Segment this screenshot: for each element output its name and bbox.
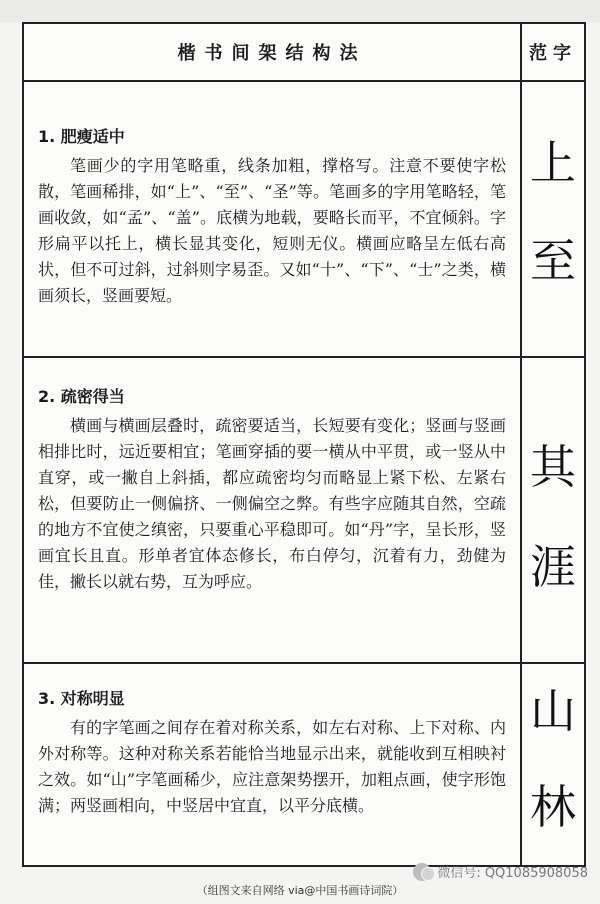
calligraphy-table: [22, 22, 586, 867]
method-column-header: 楷书间架结构法: [177, 43, 367, 64]
wechat-watermark: [413, 862, 588, 881]
section-title: 1. 肥瘦适中: [38, 127, 125, 146]
section-body: 有的字笔画之间存在着对称关系，如左右对称、上下对称、内外对称等。这种对称关系若能恰当地显示出来，就能收到互相映衬之效。如“山”字笔画稀少，应注意架势摆开，加粗点画，使字形饱满；两竖画相向，中竖居中宜直，以平分底横。: [38, 718, 506, 815]
wechat-icon: [413, 863, 431, 881]
wechat-id-text: 微信号: QQ1085908058: [437, 866, 588, 881]
row-divider-2: [24, 662, 584, 664]
header-divider: [24, 80, 584, 82]
example-glyph-shan: 山: [530, 684, 576, 738]
page-edge: [0, 0, 600, 22]
row-divider-1: [24, 356, 584, 358]
section-title: 3. 对称明显: [38, 689, 125, 708]
example-column-header: 范字: [529, 43, 577, 64]
section-density: [24, 384, 520, 595]
example-glyph-ya: 涯: [530, 540, 576, 594]
image-credit: （组图文来自网络 via@中国书画诗词院）: [196, 884, 404, 897]
section-title: 2. 疏密得当: [38, 387, 125, 406]
section-body: 笔画少的字用笔略重，线条加粗，撑格写。注意不要使字松散，笔画稀排，如“上”、“至”、“圣”等。笔画多的字用笔略轻，笔画收敛，如“孟”、“盖”。底横为地载，要略长而平，不宜倾斜。字形扁平以托上，横长显其变化，短则无仪。横画应略呈左低右高状，但不可过斜，过斜则字易歪。又如“十”、“下”、“士”之类，横画须长，竖画要短。: [38, 156, 506, 305]
section-body: 横画与横画层叠时，疏密要适当，长短要有变化；竖画与竖画相排比时，远近要相宜；笔画穿插的要一横从中平贯，或一竖从中直穿，或一撇自上斜插，都应疏密均匀而略显上紧下松、左紧右松，但要防止一侧偏挤、一侧偏空之弊。有些字应随其自然，空疏的地方不宜使之缜密，只要重心平稳即可。如“丹”字，呈长形，竖画宜长且直。形单者宜体态修长，布白停匀，沉着有力，劲健为佳，撇长以就右势，互为呼应。: [38, 416, 506, 591]
section-fat-thin: [24, 124, 520, 309]
example-glyph-lin: 林: [530, 780, 576, 834]
section-symmetry: [24, 686, 520, 819]
example-glyph-shang: 上: [530, 136, 576, 190]
example-glyph-zhi: 至: [530, 234, 576, 288]
example-glyph-qi: 其: [530, 440, 576, 494]
